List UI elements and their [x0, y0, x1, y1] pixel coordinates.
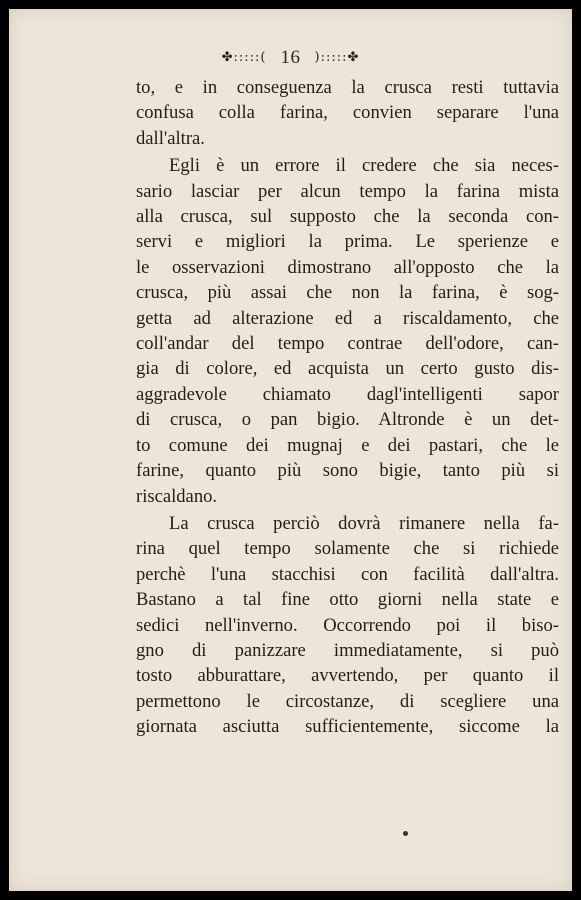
text-line: sario lasciar per alcun tempo la farina mista	[136, 180, 559, 202]
text-line: sedici nell'inverno. Occorrendo poi il biso-	[136, 614, 559, 636]
text-line: rina quel tempo solamente che si richiede	[136, 538, 559, 560]
body-text	[136, 75, 559, 740]
text-line: tosto abburattare, avvertendo, per quanto il	[136, 665, 559, 687]
ink-speck	[403, 831, 408, 836]
text-line: getta ad alterazione ed a riscaldamento, che	[136, 307, 559, 329]
header-ornament-left: ✤:::::(	[221, 50, 267, 65]
text-line: alla crusca, sul supposto che la seconda con-	[136, 206, 559, 228]
text-line: La crusca perciò dovrà rimanere nella fa-	[169, 512, 559, 534]
text-line: perchè l'una stacchisi con facilità dall'altra.	[136, 563, 559, 585]
book-page	[9, 9, 572, 891]
paragraph	[136, 75, 559, 151]
text-line: di crusca, o pan bigio. Altronde è un det-	[136, 409, 559, 431]
text-line: servi e migliori la prima. Le sperienze e	[136, 231, 559, 253]
text-line: giornata asciutta sufficientemente, siccome la	[136, 716, 559, 738]
paragraph	[136, 511, 559, 740]
text-line: aggradevole chiamato dagl'intelligenti sapor	[136, 383, 559, 405]
text-line: gno di panizzare immediatamente, si può	[136, 639, 559, 661]
text-line: confusa colla farina, convien separare l'una	[136, 102, 559, 124]
text-line: riscaldano.	[136, 485, 218, 507]
header-ornament-right: ):::::✤	[314, 50, 360, 65]
text-line: coll'andar del tempo contrae dell'odore, can-	[136, 333, 559, 355]
text-line: le osservazioni dimostrano all'opposto che la	[136, 256, 559, 278]
text-line: to, e in conseguenza la crusca resti tuttavia	[136, 77, 559, 98]
text-line: dall'altra.	[136, 127, 205, 149]
text-line: gia di colore, ed acquista un certo gusto dis-	[136, 358, 559, 380]
text-line: permettono le circostanze, di scegliere una	[136, 690, 559, 712]
page-number: 16	[280, 47, 301, 68]
text-line: crusca, più assai che non la farina, è sog-	[136, 282, 559, 304]
text-line: Bastano a tal fine otto giorni nella state e	[136, 589, 559, 611]
paragraph	[136, 153, 559, 509]
text-line: Egli è un errore il credere che sia neces-	[169, 155, 559, 177]
running-header	[9, 47, 572, 69]
text-line: to comune dei mugnaj e dei pastari, che le	[136, 434, 559, 456]
text-line: farine, quanto più sono bigie, tanto più si	[136, 460, 559, 482]
